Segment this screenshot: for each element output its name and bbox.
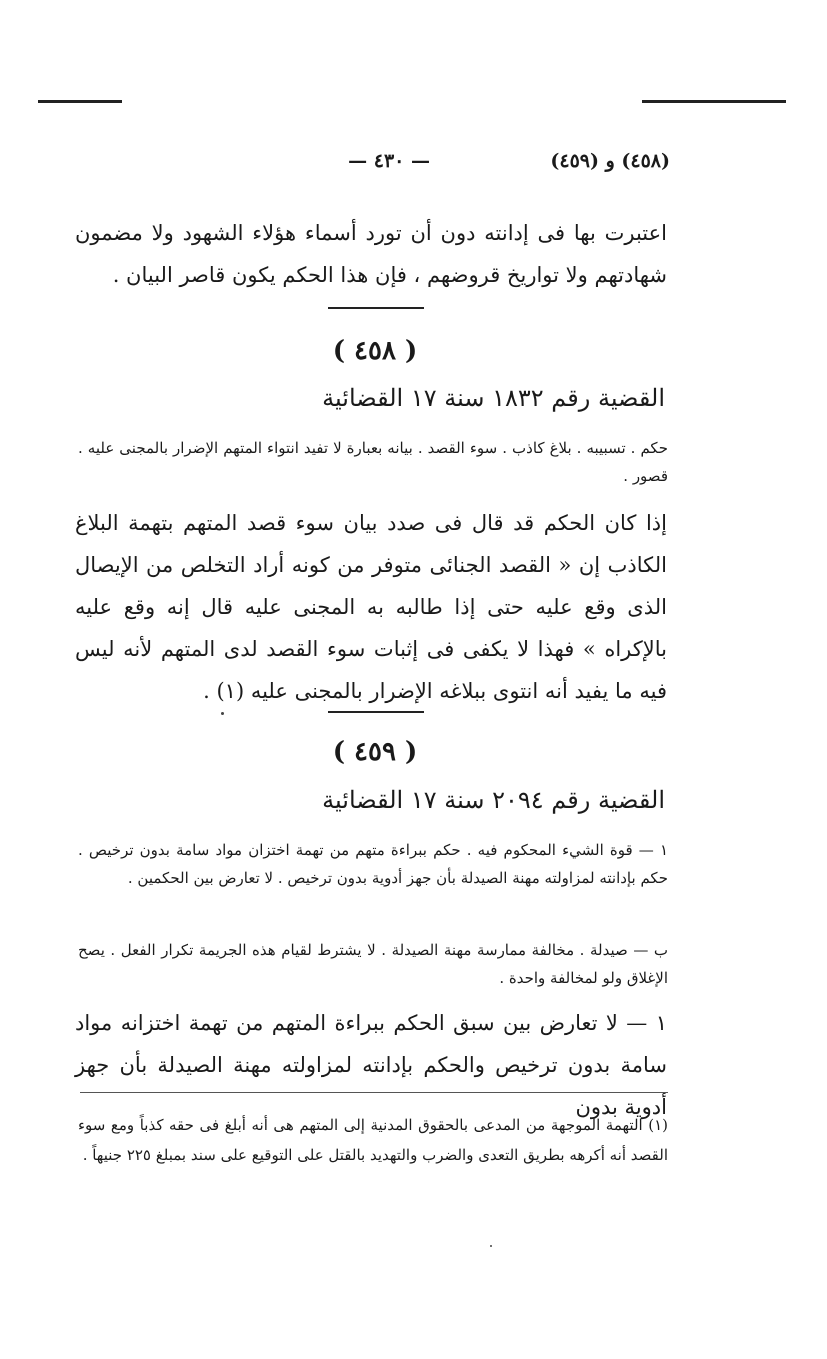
case-459-title: القضية رقم ٢٠٩٤ سنة ١٧ القضائية xyxy=(322,786,665,814)
case-459-summary-b: ب — صيدلة . مخالفة ممارسة مهنة الصيدلة . لا يشترط لقيام هذه الجريمة تكرار الفعل . يصح الإغلاق ولو لمخالفة واحدة . xyxy=(78,941,668,987)
top-rule-right xyxy=(642,100,786,103)
case-459-summary-a: ١ — قوة الشيء المحكوم فيه . حكم ببراءة متهم من تهمة اختزان مواد سامة بدون ترخيص . حكم بإدانته لمزاولته مهنة الصيدلة بأن جهز أدوية بدون ترخيص . لا تعارض بين الحكمين . xyxy=(78,841,668,887)
case-458-title: القضية رقم ١٨٣٢ سنة ١٧ القضائية xyxy=(322,384,665,412)
case-458-summary: حكم . تسبيبه . بلاغ كاذب . سوء القصد . بيانه بعبارة لا تفيد انتواء المتهم الإضرار بالمجنى عليه . قصور . xyxy=(78,439,668,485)
section-divider xyxy=(328,307,424,309)
case-458-body: إذا كان الحكم قد قال فى صدد بيان سوء قصد المتهم بتهمة البلاغ الكاذب إن « القصد الجنائى متوفر من كونه أراد التخلص من الإيصال الذى وقع عليه حتى إذا طالبه به المجنى عليه قال إنه وقع عليه بالإكراه » فهذا لا يكفى فى إثبات سوء القصد لدى المتهم لأنه ليس فيه ما يفيد أنه انتوى ببلاغه الإضرار بالمجنى عليه (١) . xyxy=(75,511,667,703)
page-number: — ٤٣٠ — xyxy=(348,150,430,172)
case-459-number: ( ٤٥٩ ) xyxy=(332,737,418,767)
case-458-number: ( ٤٥٨ ) xyxy=(332,336,418,366)
page-header xyxy=(70,150,670,180)
intro-paragraph: اعتبرت بها فى إدانته دون أن تورد أسماء هؤلاء الشهود ولا مضمون شهادتهم ولا تواريخ قروضهم ، فإن هذا الحكم يكون قاصر البيان . xyxy=(75,221,667,287)
case-459-body: ١ — لا تعارض بين سبق الحكم ببراءة المتهم من تهمة اختزانه مواد سامة بدون ترخيص والحكم بإدانته لمزاولته مهنة الصيدلة بأن جهز أدوية بدون xyxy=(75,1011,667,1119)
footnote: (١) التهمة الموجهة من المدعى بالحقوق المدنية إلى المتهم هى أنه أبلغ فى حقه كذباً ومع سوء القصد أنه أكرهه بطريق التعدى والضرب والتهديد بالقتل على التوقيع على سند بمبلغ ٢٢٥ جنيهاً . xyxy=(78,1116,668,1164)
header-case-reference: (٤٥٨) و (٤٥٩) xyxy=(550,150,670,172)
stray-mark-2 xyxy=(490,1245,492,1247)
top-rule-left xyxy=(38,100,122,103)
section-divider-2 xyxy=(328,711,424,713)
footnote-rule xyxy=(80,1092,668,1093)
stray-mark xyxy=(221,712,224,715)
